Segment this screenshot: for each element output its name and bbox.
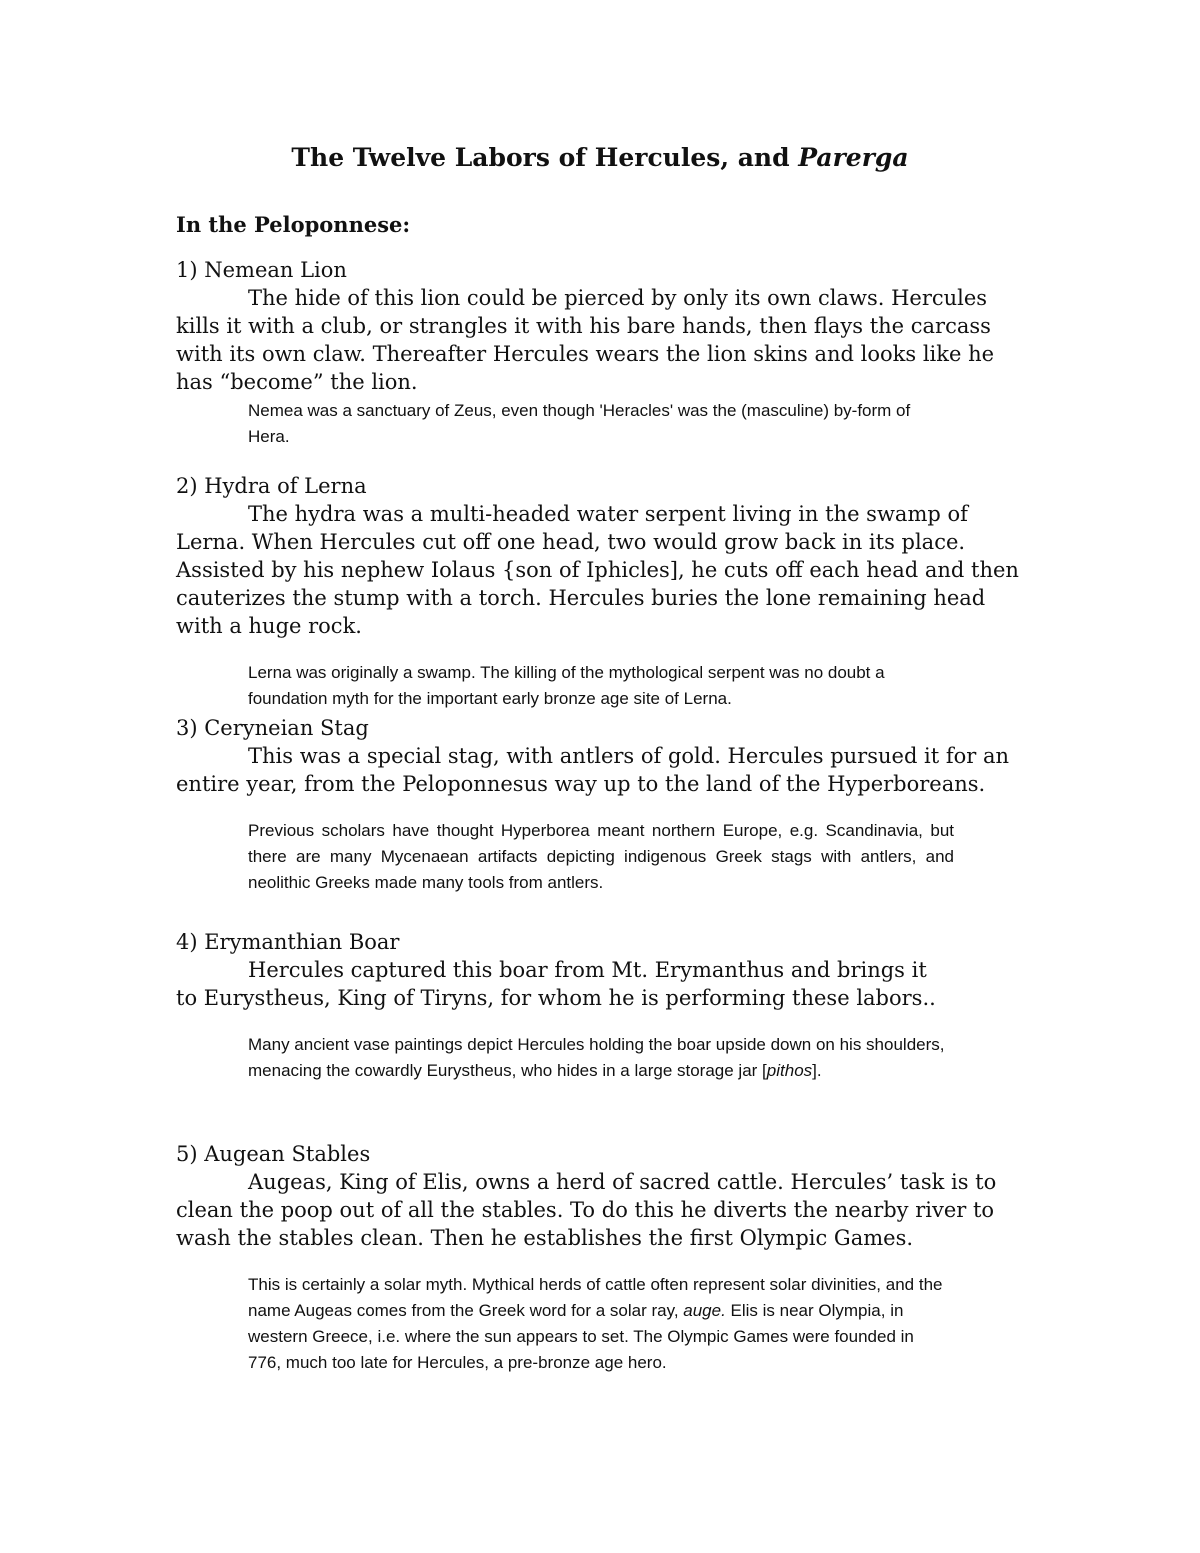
labor-heading: 5) Augean Stables <box>176 1142 371 1166</box>
labor-heading: 4) Erymanthian Boar <box>176 930 400 954</box>
labor-heading: 1) Nemean Lion <box>176 258 347 282</box>
labor-description: Hercules captured this boar from Mt. Erymanthus and brings it to Eurystheus, King of Tiryns, for whom he is performing these labors.. <box>176 958 936 1010</box>
note-italic-text: auge. <box>683 1301 726 1320</box>
labor-4-section <box>176 928 1036 1084</box>
labor-description: Augeas, King of Elis, owns a herd of sacred cattle. Hercules’ task is to clean the poop out of all the stables. To do this he diverts the nearby river to wash the stables clean. Then he establishes the first Olympic Games. <box>176 1170 997 1250</box>
labor-2-section <box>176 472 1036 712</box>
labor-note: Previous scholars have thought Hyperborea meant northern Europe, e.g. Scandinavia, but there are many Mycenaean artifacts depicting indigenous Greek stags with antlers, and neolithic Greeks made many tools from antlers. <box>248 821 954 892</box>
labor-note <box>248 1272 948 1376</box>
note-italic-text: pithos <box>766 1061 813 1080</box>
note-text: This is certainly a solar myth. Mythical herds of cattle often represent solar divinities, and the name Augeas comes from the Greek word for a solar ray, <box>248 1275 943 1320</box>
labor-heading: 3) Ceryneian Stag <box>176 716 369 740</box>
labor-description: The hide of this lion could be pierced by only its own claws. Hercules kills it with a club, or strangles it with his bare hands, then flays the carcass with its own claw. Thereafter Hercules wears the lion skins and looks like he has “become” the lion. <box>176 286 995 394</box>
document-title <box>0 142 1200 174</box>
labor-description: This was a special stag, with antlers of gold. Hercules pursued it for an entire year, from the Peloponnesus way up to the land of the Hyperboreans. <box>176 744 1010 796</box>
labor-5-section <box>176 1140 1036 1376</box>
note-text: Many ancient vase paintings depict Hercules holding the boar upside down on his shoulders, menacing the cowardly Eurystheus, who hides in a large storage jar [ <box>248 1035 945 1080</box>
labor-description: The hydra was a multi-headed water serpent living in the swamp of Lerna. When Hercules cut off one head, two would grow back in its place. Assisted by his nephew Iolaus {son of Iphicles], he cuts off each head and then cauterizes the stump with a torch. Hercules buries the lone remaining head with a huge rock. <box>176 502 1019 638</box>
labor-heading: 2) Hydra of Lerna <box>176 474 367 498</box>
labor-note: Nemea was a sanctuary of Zeus, even though 'Heracles' was the (masculine) by-form of Hera. <box>248 401 911 446</box>
labor-1-section <box>176 256 1036 450</box>
labor-note: Lerna was originally a swamp. The killing of the mythological serpent was no doubt a foundation myth for the important early bronze age site of Lerna. <box>248 663 885 708</box>
labor-note <box>248 1032 948 1084</box>
note-text-end: Elis is near Olympia, in western Greece, i.e. where the sun appears to set. The Olympic Games were founded in 776, much too late for Hercules, a pre-bronze age hero. <box>248 1301 914 1372</box>
region-heading: In the Peloponnese: <box>176 212 411 237</box>
title-main-text: The Twelve Labors of Hercules, and <box>291 143 799 172</box>
labor-3-section <box>176 714 1036 896</box>
title-italic-text: Parerga <box>798 143 909 172</box>
note-text-end: ]. <box>812 1061 822 1080</box>
